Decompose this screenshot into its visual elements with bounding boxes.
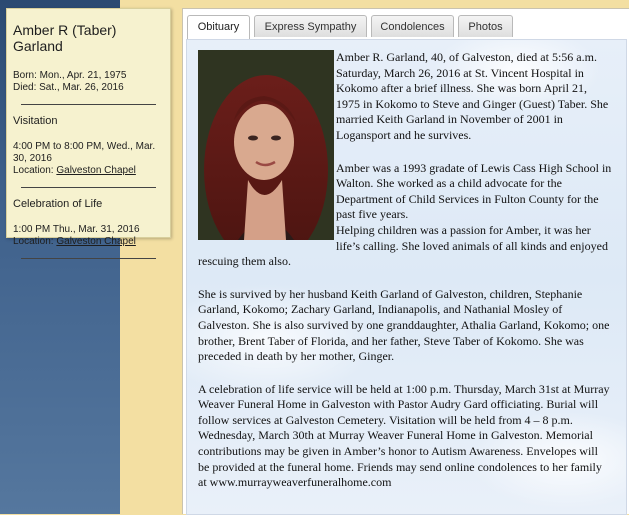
visitation-heading: Visitation	[13, 115, 58, 127]
obituary-paragraph: A celebration of life service will be held at 1:00 p.m. Thursday, March 31st at Murray Weaver Funeral Home in Galveston with Pastor Audry Gard officiating. Burial will follow services at Galveston Cemetery. Visitation will be held from 4 – 8 p.m. Wednesday, March 30th at Murray Weaver Funeral Home in Galveston. Memorial contributions may be given in Amber’s honor to Autism Awareness. Envelopes will be provided at the funeral home. Friends may send online condolences to her family at www.murrayweaverfuneralhome.com	[198, 381, 610, 490]
born-date: Mon., Apr. 21, 1975	[36, 70, 127, 81]
tab-condolences[interactable]: Condolences	[371, 15, 454, 37]
visitation-details	[13, 141, 164, 177]
tab-obituary[interactable]: Obituary	[187, 15, 250, 39]
died-label: Died:	[13, 82, 37, 93]
celebration-heading: Celebration of Life	[13, 198, 103, 210]
obituary-paragraph: Amber R. Garland, 40, of Galveston, died at 5:56 a.m. Saturday, March 26, 2016 at St. Vincent Hospital in Kokomo after a brief illness. She was born April 21, 1975 in Kokomo to Steve and Ginger (Guest) Taber. She married Keith Garland in November of 2001 in Logansport and he survives.	[336, 50, 609, 142]
divider	[21, 187, 156, 188]
divider	[21, 104, 156, 105]
born-label: Born:	[13, 70, 37, 81]
obituary-summary-card	[6, 8, 171, 247]
visitation-location-link[interactable]: Galveston Chapel	[56, 165, 136, 176]
life-dates	[13, 70, 164, 94]
photo-spacer	[198, 50, 336, 240]
obituary-content-area	[182, 8, 629, 514]
obituary-panel	[186, 39, 627, 515]
celebration-time: 1:00 PM Thu., Mar. 31, 2016	[13, 224, 140, 235]
obituary-sentence: Helping children was a passion for Amber, it was her life’s calling. She loved animals of all kinds and enjoyed rescuing them also.	[198, 222, 608, 269]
obituary-text	[198, 50, 612, 508]
visitation-location-label: Location:	[13, 165, 57, 176]
tab-photos[interactable]: Photos	[458, 15, 513, 37]
celebration-details	[13, 224, 164, 248]
deceased-name: Amber R (Taber) Garland	[13, 22, 117, 54]
celebration-location-link[interactable]: Galveston Chapel	[56, 236, 136, 247]
celebration-location-label: Location:	[13, 236, 57, 247]
died-date: Sat., Mar. 26, 2016	[36, 82, 124, 93]
visitation-time: 4:00 PM to 8:00 PM, Wed., Mar. 30, 2016	[13, 141, 156, 164]
obituary-sentence: Amber was a 1993 gradate of Lewis Cass High School in Walton. She worked as a child advocate for the Department of Child Services in Fulton County for the past five years.	[336, 160, 612, 222]
tab-express-sympathy[interactable]: Express Sympathy	[254, 15, 367, 37]
divider	[21, 258, 156, 259]
obituary-paragraph: She is survived by her husband Keith Garland of Galveston, children, Stephanie Garland, Kokomo; Zachary Garland, Indianapolis, and Nathanial Mosley of Galveston. She is also survived by one granddaughter, Athalia Garland, Kokomo; one brother, Brent Taber of Florida, and her father, Steve Taber of Kokomo. She was preceded in death by her mother, Ginger.	[198, 286, 610, 364]
